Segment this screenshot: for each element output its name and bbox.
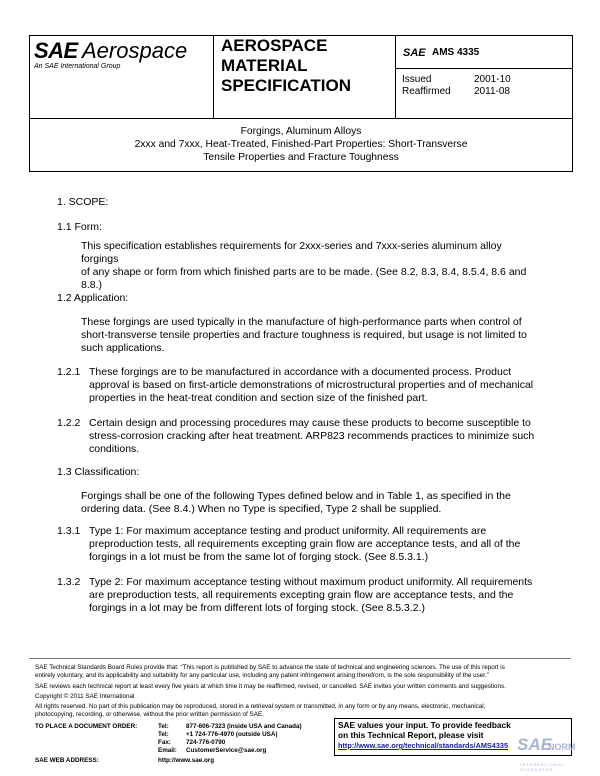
document-title-line: 2xxx and 7xxx, Heat-Treated, Finished-Part Properties: Short-Transverse bbox=[134, 139, 468, 150]
paragraph-line: These forgings are used typically in the manufacture of high-performance parts when control of bbox=[81, 316, 522, 328]
issued-label: Issued bbox=[402, 74, 432, 85]
header-divider bbox=[396, 68, 573, 69]
section-heading: 1. SCOPE: bbox=[57, 196, 109, 208]
paragraph-line: stress-corrosion cracking after heat treatment. ARP823 recommends practices to minimize such bbox=[89, 430, 535, 442]
paragraph bbox=[81, 490, 536, 516]
section-number: 1.2.1 bbox=[57, 366, 81, 378]
spec-title-line: AEROSPACE bbox=[221, 36, 328, 55]
spec-type-title bbox=[221, 36, 351, 96]
document-title-line: Tensile Properties and Fracture Toughness bbox=[203, 152, 399, 163]
contact-label: Tel: bbox=[158, 723, 169, 730]
ams-number: AMS 4335 bbox=[432, 47, 480, 58]
ams-sae-logo: SAE bbox=[403, 47, 426, 59]
spec-title-line: SPECIFICATION bbox=[221, 76, 352, 95]
contact-label: Fax: bbox=[158, 739, 171, 746]
document-title-line: Forgings, Aluminum Alloys bbox=[240, 126, 362, 137]
feedback-line: on this Technical Report, please visit bbox=[338, 730, 484, 740]
section-number: 1.3.2 bbox=[57, 576, 81, 588]
paragraph-line: These forgings are to be manufactured in accordance with a documented process. Product bbox=[89, 366, 511, 378]
footer-line: entirely voluntary, and its applicability and suitability for any particular use, including any patent infringement arising therefrom, is the sole responsibility of the user.” bbox=[35, 671, 489, 679]
contact-value: +1 724-776-4970 (outside USA) bbox=[186, 731, 278, 738]
aerospace-logo-text: Aerospace bbox=[82, 38, 188, 63]
paragraph-line: properties in the heat-treat condition and section size of the finished part. bbox=[89, 392, 428, 404]
spec-title-line: MATERIAL bbox=[221, 56, 308, 75]
norm-watermark-text: NORM bbox=[548, 742, 576, 752]
footer-review-text: SAE reviews each technical report at least every five years at which time it may be reaffirmed, revised, or cancelled. SAE invites your written comments and suggestions. bbox=[35, 683, 506, 690]
reaffirmed-label: Reaffirmed bbox=[402, 86, 451, 97]
paragraph-line: This specification establishes requirements for 2xxx-series and 7xxx-series aluminum alloy forgings bbox=[81, 240, 502, 265]
paragraph-line: Forgings shall be one of the following Types defined below and in Table 1, as specified in the bbox=[81, 490, 511, 502]
web-address-link[interactable]: http://www.sae.org bbox=[158, 757, 215, 764]
watermark-subtext: INTERNATIONAL STANDARDS bbox=[520, 762, 565, 772]
paragraph-line: are preproduction tests, all requirements excepting grain flow are acceptance tests, and the bbox=[89, 589, 514, 601]
footer-rules-text bbox=[35, 664, 571, 679]
paragraph-line: ordering data. (See 8.4.) When no Type is specified, Type 2 shall be supplied. bbox=[81, 503, 442, 515]
paragraph-line: approval is based on first-article demonstrations of microstructural properties and of mechanical bbox=[89, 379, 534, 391]
paragraph-line: 8.8.) bbox=[81, 279, 103, 291]
paragraph bbox=[89, 576, 559, 615]
order-label: TO PLACE A DOCUMENT ORDER: bbox=[35, 723, 138, 730]
paragraph-line: Type 2: For maximum acceptance testing without maximum product uniformity. All requirements bbox=[89, 576, 533, 588]
logo-subtitle: An SAE International Group bbox=[34, 63, 121, 70]
footer-rule bbox=[29, 658, 571, 659]
feedback-line: SAE values your input. To provide feedback bbox=[338, 720, 511, 730]
sae-norm-watermark: SAE bbox=[517, 735, 552, 754]
contact-value: 724-776-0790 bbox=[186, 739, 226, 746]
section-heading: 1.1 Form: bbox=[57, 221, 102, 233]
footer-line: All rights reserved. No part of this publication may be reproduced, stored in a retrieval system or transmitted, in any form or by any means, electronic, mechanical, bbox=[35, 703, 486, 710]
paragraph-line: conditions. bbox=[89, 443, 140, 455]
section-number: 1.2.2 bbox=[57, 417, 81, 429]
footer-copyright: Copyright © 2011 SAE International bbox=[35, 693, 135, 700]
section-heading: 1.3 Classification: bbox=[57, 466, 140, 478]
paragraph bbox=[89, 525, 559, 564]
paragraph bbox=[89, 417, 559, 456]
paragraph bbox=[81, 240, 536, 292]
paragraph-line: Type 1: For maximum acceptance testing and product uniformity. All requirements are bbox=[89, 525, 487, 537]
paragraph bbox=[89, 366, 559, 405]
contact-label: Tel: bbox=[158, 731, 169, 738]
paragraph-line: Certain design and processing procedures may cause these products to become susceptible to bbox=[89, 417, 531, 429]
sae-logo: SAE bbox=[34, 38, 78, 63]
paragraph-line: of any shape or form from which finished parts are to be made. (See 8.2, 8.3, 8.4, 8.5.4, 8.6 and bbox=[81, 266, 527, 278]
reaffirmed-value: 2011-08 bbox=[474, 86, 510, 97]
contact-label: Email: bbox=[158, 747, 177, 754]
section-number: 1.3.1 bbox=[57, 525, 81, 537]
paragraph-line: forgings in a lot must be from the same lot of forging stock. (See 8.5.3.1.) bbox=[89, 551, 429, 563]
web-address-label: SAE WEB ADDRESS: bbox=[35, 757, 99, 764]
paragraph-line: such applications. bbox=[81, 342, 165, 354]
paragraph-line: short-transverse tensile properties and fracture toughness is required, but usage is not limited to bbox=[81, 329, 527, 341]
paragraph-line: forgings in a lot may be from different lots of forging stock. (See 8.5.3.2.) bbox=[89, 602, 425, 614]
paragraph bbox=[81, 316, 536, 355]
footer-line: photocopying, recording, or otherwise, without the prior written permission of SAE. bbox=[35, 710, 264, 718]
contact-email[interactable]: CustomerService@sae.org bbox=[186, 747, 267, 754]
feedback-link[interactable]: http://www.sae.org/technical/standards/AMS4335 bbox=[338, 741, 509, 750]
issued-value: 2001-10 bbox=[474, 74, 511, 85]
footer-rights-text bbox=[35, 703, 571, 718]
contact-value: 877-606-7323 (inside USA and Canada) bbox=[186, 723, 302, 730]
feedback-text bbox=[338, 720, 511, 740]
paragraph-line: preproduction tests, all requirements excepting grain flow are acceptance tests, and all of the bbox=[89, 538, 521, 550]
section-heading: 1.2 Application: bbox=[57, 292, 129, 304]
footer-line: SAE Technical Standards Board Rules provide that: “This report is published by SAE to advance the state of technical and engineering sciences. The use of this report is bbox=[35, 664, 505, 671]
